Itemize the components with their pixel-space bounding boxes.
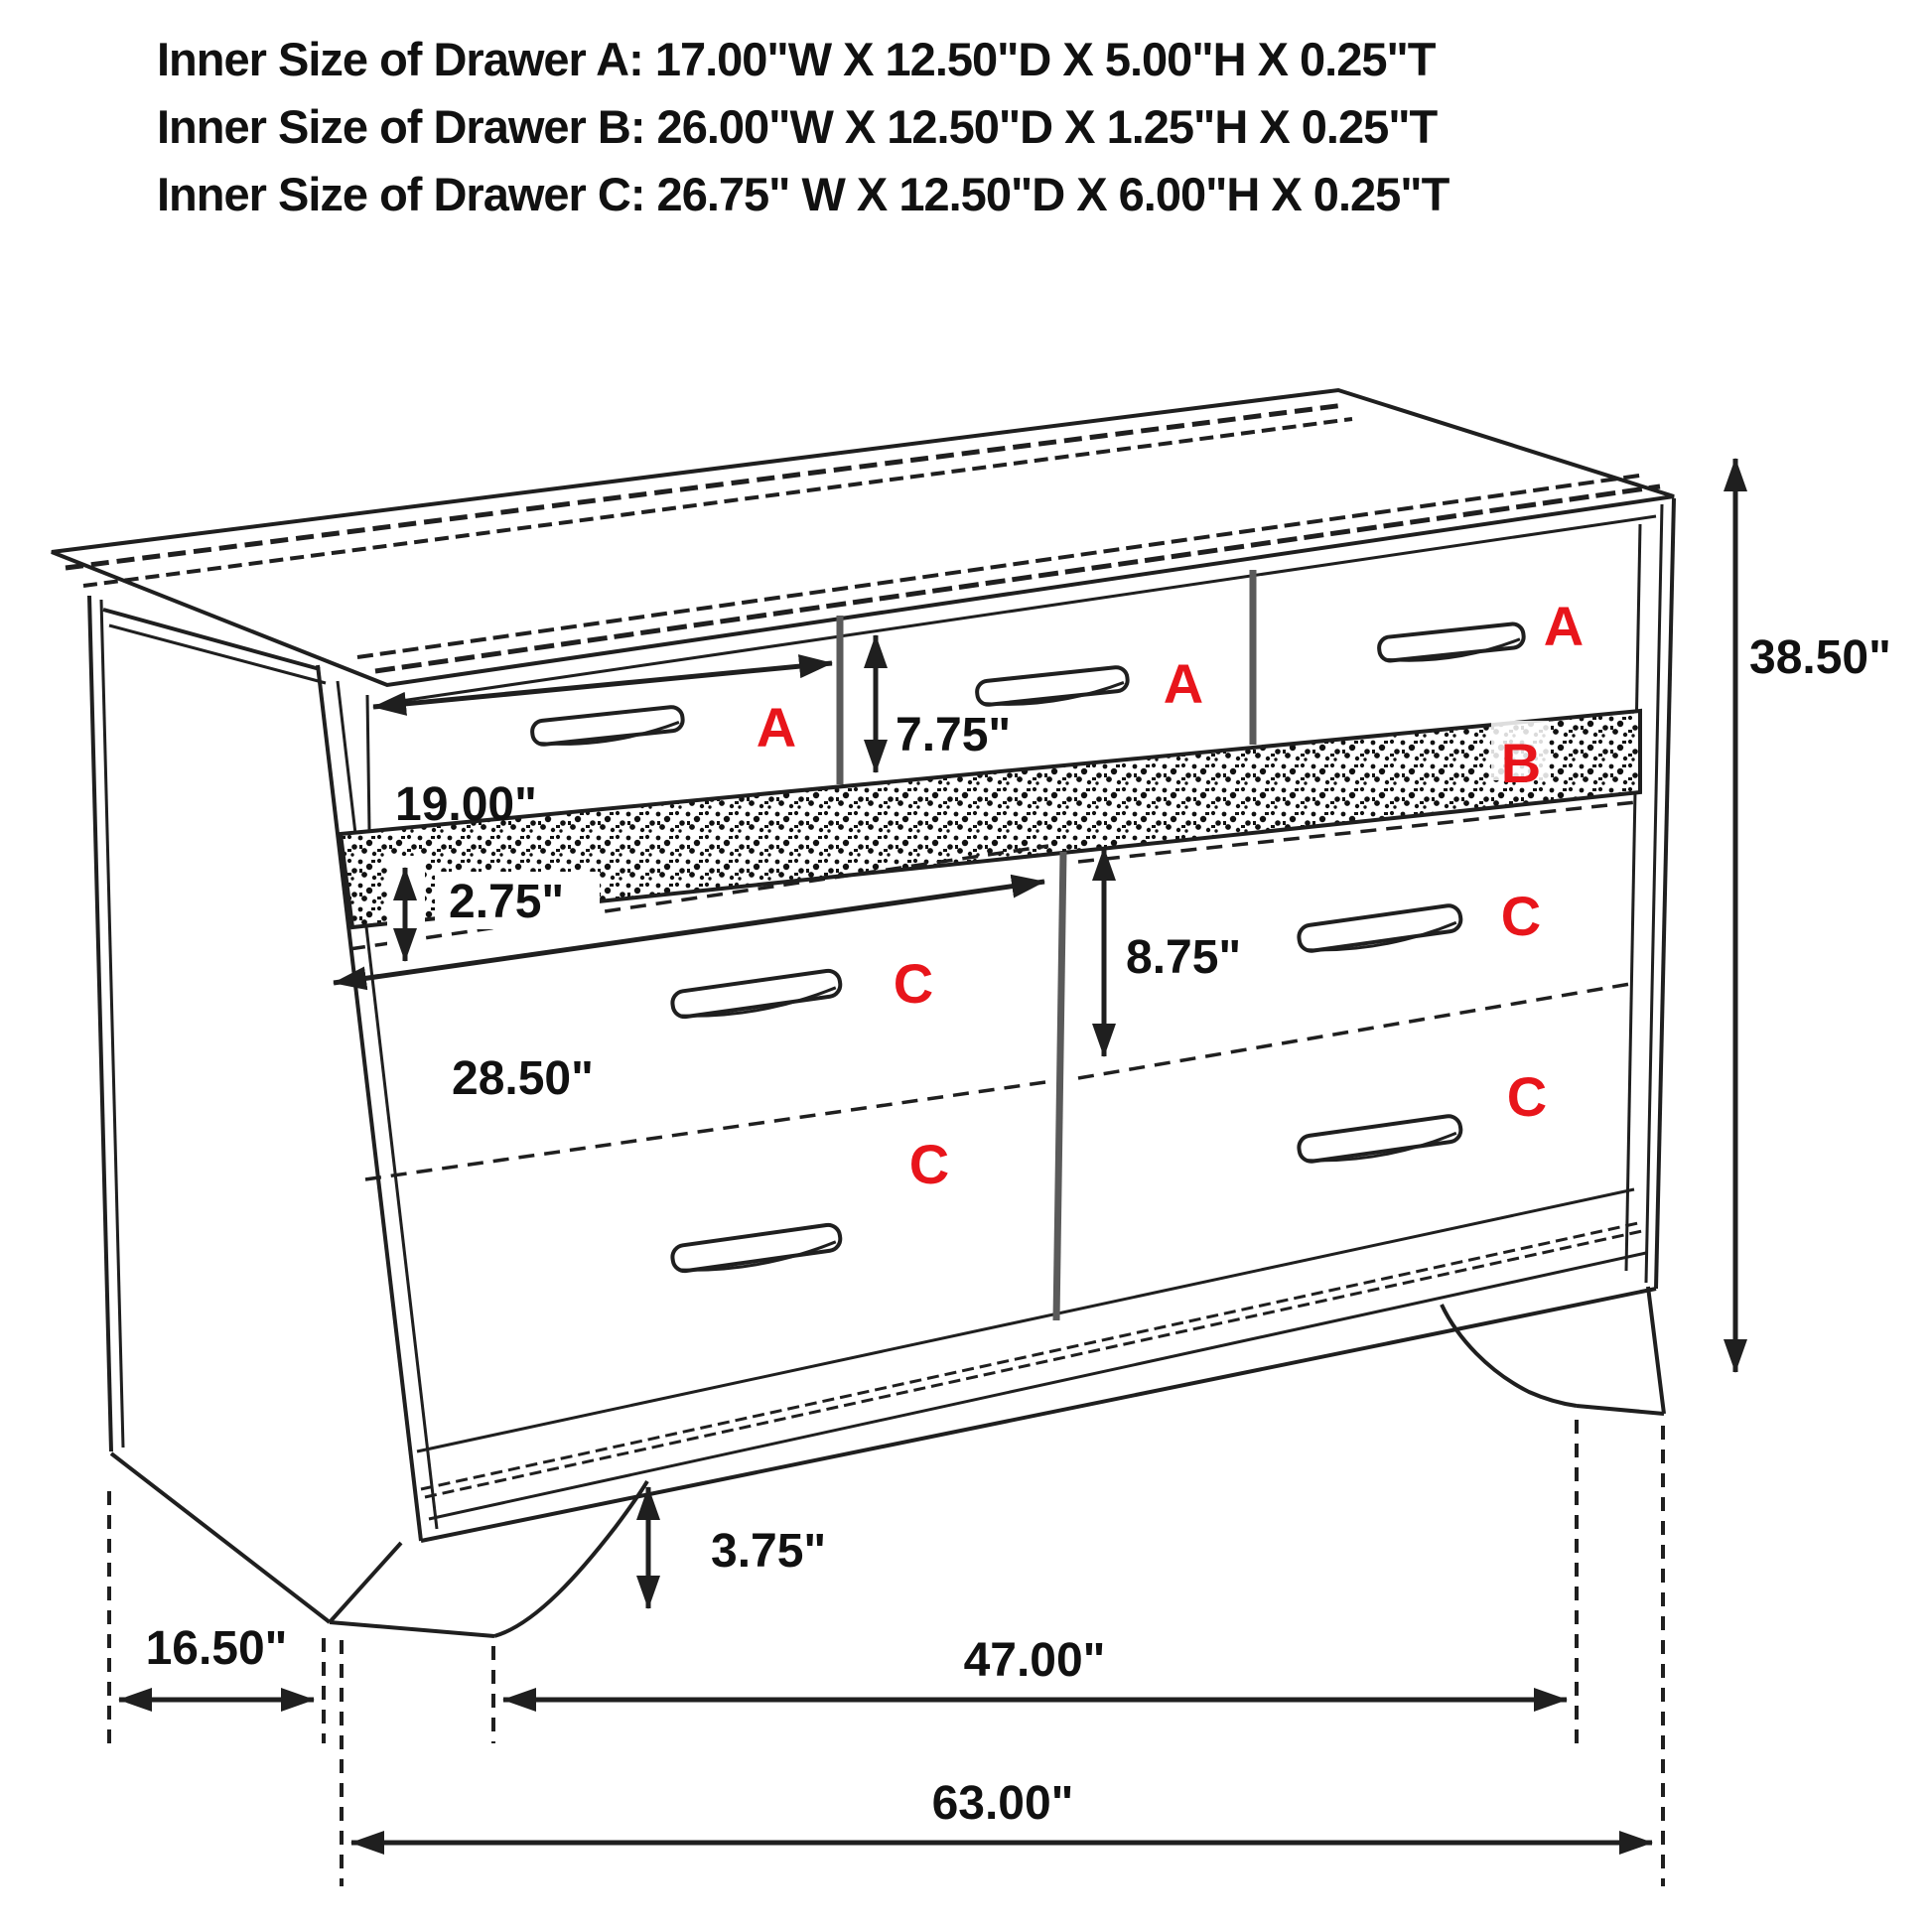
right-foot-bottom xyxy=(1577,1406,1664,1414)
drawer-c-left-bottom-handle-icon xyxy=(671,1223,842,1276)
label-drawer-c-left-top: C xyxy=(893,952,934,1015)
left-foot-outer-edge xyxy=(330,1543,401,1622)
dim-label-depth: 16.50" xyxy=(145,1622,288,1675)
dim-label-feet-span: 47.00" xyxy=(963,1634,1106,1687)
base-molding-rope-2 xyxy=(425,1231,1642,1497)
drawer-handles xyxy=(531,622,1525,1276)
side-bottom-diagonal xyxy=(111,1453,330,1622)
left-foot-bottom xyxy=(330,1622,494,1636)
dim-label-foot-height: 3.75" xyxy=(711,1525,827,1578)
label-drawer-a2: A xyxy=(1163,652,1204,715)
label-drawer-b: B xyxy=(1500,732,1542,794)
base-molding-bottom xyxy=(429,1253,1646,1519)
base-bottom-edge xyxy=(421,1289,1656,1541)
label-drawer-c-right-top: C xyxy=(1500,885,1542,947)
drawer-c-left-top-handle-icon xyxy=(671,969,842,1022)
feet xyxy=(330,1287,1664,1636)
drawer-a2-handle-icon xyxy=(976,666,1129,709)
header-line-drawer-b: Inner Size of Drawer B: 26.00"W X 12.50"D X 1.25"H X 0.25"T xyxy=(157,100,1438,153)
left-foot-scroll-curve xyxy=(494,1481,647,1636)
label-drawer-c-right-bottom: C xyxy=(1506,1065,1548,1128)
drawer-c-right-bottom-handle-icon xyxy=(1298,1115,1463,1167)
dim-label-drawer-c-height: 8.75" xyxy=(1126,931,1242,984)
label-drawer-a1: A xyxy=(756,696,797,759)
front-left-corner-edge xyxy=(89,596,111,1451)
label-drawer-c-left-bottom: C xyxy=(908,1133,950,1195)
dim-label-overall-width: 63.00" xyxy=(931,1777,1074,1830)
extension-lines xyxy=(109,1420,1663,1886)
drawer-a1-handle-icon xyxy=(531,706,684,749)
base-molding-rope-1 xyxy=(421,1223,1638,1489)
drawer-a3-handle-icon xyxy=(1378,622,1525,664)
dim-label-drawer-a-width: 19.00" xyxy=(395,778,537,831)
frame-right-inner xyxy=(1626,524,1640,1271)
front-left-corner-edge-inner xyxy=(101,600,123,1448)
drawer-a1-left-edge xyxy=(367,695,369,830)
right-foot-outer-edge xyxy=(1648,1287,1664,1414)
drawer-c-right-top-handle-icon xyxy=(1298,904,1463,956)
left-side-panel xyxy=(89,596,330,1622)
dim-label-overall-height: 38.50" xyxy=(1749,631,1891,684)
header-line-drawer-a: Inner Size of Drawer A: 17.00"W X 12.50"D X 5.00"H X 0.25"T xyxy=(157,33,1436,85)
drawer-c-right-divider xyxy=(1078,983,1636,1078)
dim-label-drawer-a-height: 7.75" xyxy=(896,709,1012,761)
dim-label-band-height: 2.75" xyxy=(449,876,565,928)
label-drawer-a3: A xyxy=(1543,595,1585,657)
drawer-c-center-divider xyxy=(1056,852,1063,1320)
header-line-drawer-c: Inner Size of Drawer C: 26.75" W X 12.50"D X 6.00"H X 0.25"T xyxy=(157,168,1449,220)
dim-label-drawer-c-width: 28.50" xyxy=(452,1052,594,1105)
